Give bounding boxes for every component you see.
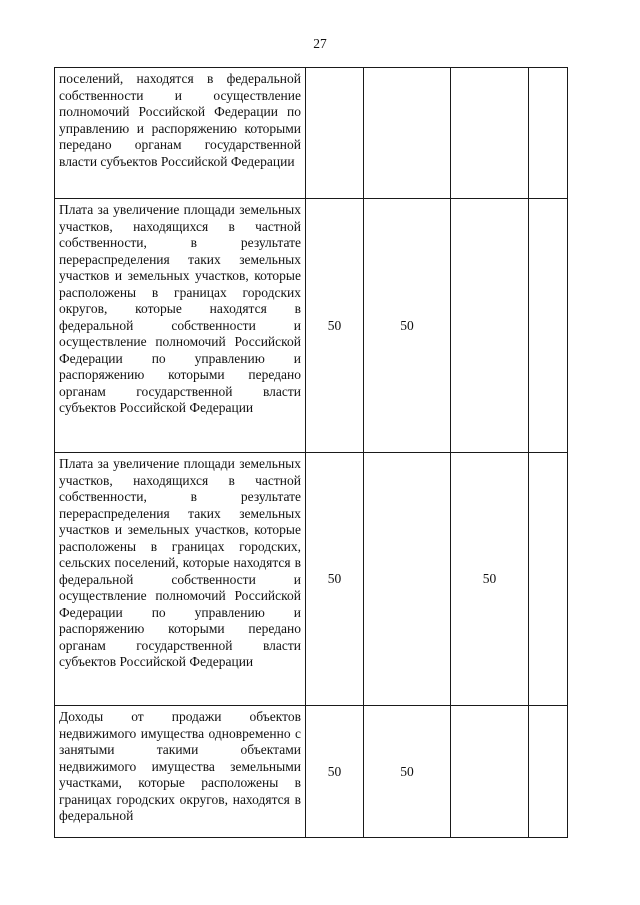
- revenue-description: поселений, находятся в федеральной собственности и осуществление полномочий Российской Федерации по управлению и распоряжению которыми передано органам государственной власти субъектов Российской Федерации: [55, 68, 306, 199]
- table-row: [55, 199, 568, 453]
- city-district-share-cell: [364, 453, 451, 706]
- table-row: [55, 453, 568, 706]
- city-district-share-cell: 50: [364, 199, 451, 453]
- table-row: [55, 706, 568, 838]
- federal-share-cell: 50: [306, 453, 364, 706]
- other-share-cell: [529, 68, 568, 199]
- settlement-share-cell: [451, 706, 529, 838]
- federal-share-cell: 50: [306, 706, 364, 838]
- city-district-share-cell: [364, 68, 451, 199]
- other-share-cell: [529, 453, 568, 706]
- table-row: [55, 68, 568, 199]
- settlement-share-cell: [451, 68, 529, 199]
- federal-share-cell: [306, 68, 364, 199]
- page-number: 27: [313, 36, 327, 51]
- federal-share-cell: 50: [306, 199, 364, 453]
- revenue-distribution-table: [54, 67, 568, 838]
- settlement-share-cell: 50: [451, 453, 529, 706]
- revenue-description: Доходы от продажи объектов недвижимого имущества одновременно с занятыми такими объектами недвижимого имущества земельными участками, которые расположены в границах городских округов, находятся в федеральной: [55, 706, 306, 838]
- revenue-description: Плата за увеличение площади земельных участков, находящихся в частной собственности, в результате перераспределения таких земельных участков и земельных участков, которые расположены в границах городских, сельских поселений, которые находятся в федеральной собственности и осуществление полномочий Российской Федерации по управлению и распоряжению которыми передано органам государственной власти субъектов Российской Федерации: [55, 453, 306, 706]
- other-share-cell: [529, 706, 568, 838]
- settlement-share-cell: [451, 199, 529, 453]
- other-share-cell: [529, 199, 568, 453]
- revenue-description: Плата за увеличение площади земельных участков, находящихся в частной собственности, в результате перераспределения таких земельных участков и земельных участков, которые расположены в границах городских округов, которые находятся в федеральной собственности и осуществление полномочий Российской Федерации по управлению и распоряжению которыми передано органам государственной власти субъектов Российской Федерации: [55, 199, 306, 453]
- city-district-share-cell: 50: [364, 706, 451, 838]
